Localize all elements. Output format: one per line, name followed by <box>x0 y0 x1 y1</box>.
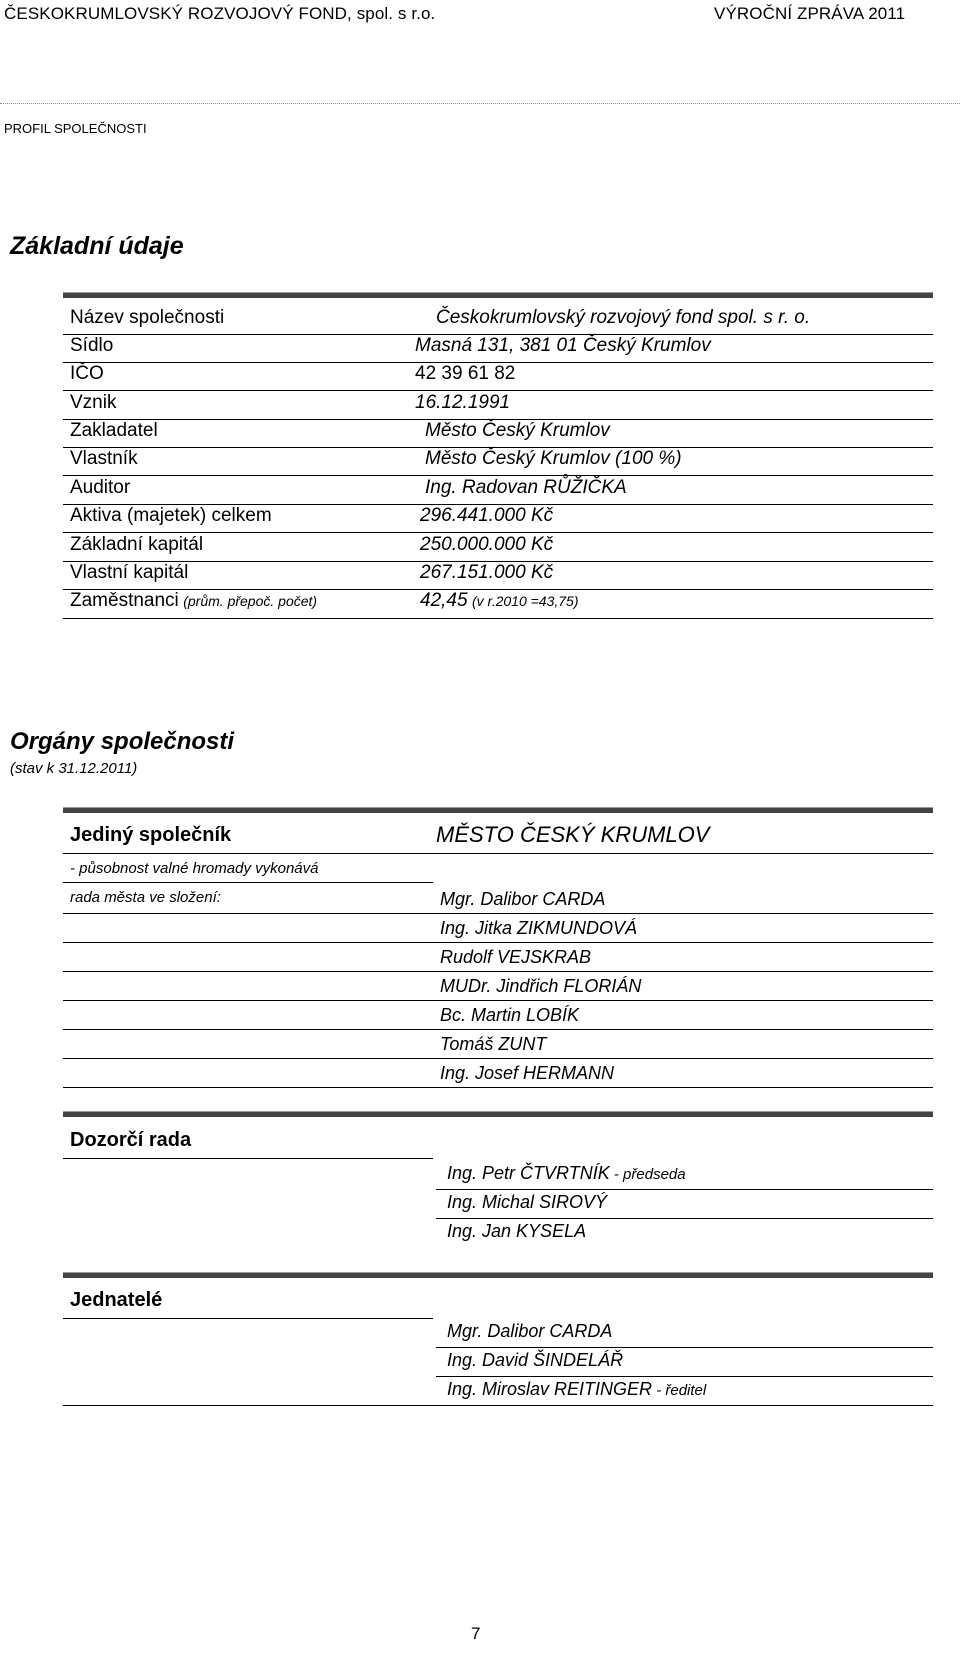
row-value: Masná 131, 381 01 Český Krumlov <box>415 335 711 356</box>
executives-top-rule <box>63 1272 933 1278</box>
row-value: 42 39 61 82 <box>415 363 516 384</box>
list-item <box>447 1192 607 1213</box>
row-value: Českokrumlovský rozvojový fond spol. s r. o. <box>436 307 811 328</box>
list-item: Ing. Jitka ZIKMUNDOVÁ <box>440 918 638 938</box>
organs-title: Orgány společnosti <box>10 728 235 755</box>
list-item <box>447 1221 586 1242</box>
row-divider <box>436 1376 933 1377</box>
row-value: 267.151.000 Kč <box>420 562 554 583</box>
header-company: ČESKOKRUMLOVSKÝ ROZVOJOVÝ FOND, spol. s r.o. <box>4 4 436 23</box>
row-divider <box>63 971 933 972</box>
sole-partner-top-rule <box>63 807 933 813</box>
list-item: Tomáš ZUNT <box>440 1034 547 1054</box>
row-divider <box>63 853 933 854</box>
row-divider <box>63 1405 933 1406</box>
member-name: Ing. Jan KYSELA <box>447 1221 587 1241</box>
member-name: Ing. Michal SIROVÝ <box>447 1192 608 1212</box>
row-value: 16.12.1991 <box>415 392 511 413</box>
list-item: Ing. Josef HERMANN <box>440 1063 615 1083</box>
employees-value-group <box>420 590 579 612</box>
row-label: Základní kapitál <box>70 534 204 555</box>
row-value: Ing. Radovan RŮŽIČKA <box>425 477 627 498</box>
employees-label-group <box>70 590 317 612</box>
list-item <box>447 1379 706 1400</box>
row-label: IČO <box>70 363 104 384</box>
section-label: PROFIL SPOLEČNOSTI <box>4 121 147 136</box>
list-item <box>447 1163 686 1184</box>
row-label: Zakladatel <box>70 420 158 441</box>
member-name: Ing. David ŠINDELÁŘ <box>447 1350 624 1370</box>
member-name: Ing. Petr ČTVRTNÍK <box>447 1163 610 1183</box>
row-divider <box>63 1158 433 1159</box>
supervisory-label: Dozorčí rada <box>70 1129 192 1151</box>
row-divider <box>63 532 933 533</box>
row-divider <box>436 1347 933 1348</box>
organs-subtitle: (stav k 31.12.2011) <box>10 760 138 777</box>
member-role: - předseda <box>609 1166 686 1183</box>
sole-partner-note-1: - působnost valné hromady vykonává <box>70 860 319 877</box>
row-divider <box>63 882 433 883</box>
row-label: Vlastní kapitál <box>70 562 189 583</box>
sole-partner-value: MĚSTO ČESKÝ KRUMLOV <box>436 822 710 847</box>
employees-label: Zaměstnanci <box>70 590 179 611</box>
basic-info-title: Základní údaje <box>10 232 184 260</box>
member-role: - ředitel <box>652 1382 707 1399</box>
row-divider <box>63 390 933 391</box>
row-label: Název společnosti <box>70 307 225 328</box>
row-value: 250.000.000 Kč <box>420 534 554 555</box>
list-item: MUDr. Jindřich FLORIÁN <box>440 976 642 996</box>
member-name: Ing. Miroslav REITINGER <box>447 1379 653 1399</box>
list-item <box>447 1321 612 1342</box>
employees-label-note: (prům. přepoč. počet) <box>183 593 318 609</box>
sole-partner-label: Jediný společník <box>70 824 232 846</box>
member-name: Mgr. Dalibor CARDA <box>447 1321 613 1341</box>
row-divider <box>63 942 933 943</box>
row-value: 296.441.000 Kč <box>420 505 554 526</box>
row-value: Město Český Krumlov (100 %) <box>425 448 682 469</box>
page-number: 7 <box>471 1624 481 1643</box>
row-divider <box>436 1218 933 1219</box>
row-divider <box>436 1189 933 1190</box>
employees-value: 42,45 <box>420 590 468 611</box>
row-label: Vznik <box>70 392 117 413</box>
list-item: Mgr. Dalibor CARDA <box>440 889 606 909</box>
executives-label: Jednatelé <box>70 1289 163 1311</box>
row-divider <box>63 1087 933 1088</box>
header-divider <box>0 103 960 104</box>
row-divider <box>63 1000 933 1001</box>
list-item: Rudolf VEJSKRAB <box>440 947 592 967</box>
row-label: Auditor <box>70 477 131 498</box>
employees-value-note: (v r.2010 =43,75) <box>472 593 579 609</box>
row-value: Město Český Krumlov <box>425 420 610 441</box>
basic-table-top-rule <box>63 292 933 298</box>
row-divider <box>63 1318 433 1319</box>
row-divider <box>63 1029 933 1030</box>
row-label: Sídlo <box>70 335 114 356</box>
list-item: Bc. Martin LOBÍK <box>440 1005 580 1025</box>
header-report: VÝROČNÍ ZPRÁVA 2011 <box>714 4 906 23</box>
row-divider <box>63 1058 933 1059</box>
row-divider <box>63 913 933 914</box>
list-item <box>447 1350 623 1371</box>
sole-partner-note-2: rada města ve složení: <box>70 889 221 906</box>
row-label: Aktiva (majetek) celkem <box>70 505 272 526</box>
row-divider <box>63 475 933 476</box>
row-label: Vlastník <box>70 448 138 469</box>
row-divider <box>63 618 933 619</box>
supervisory-top-rule <box>63 1111 933 1117</box>
